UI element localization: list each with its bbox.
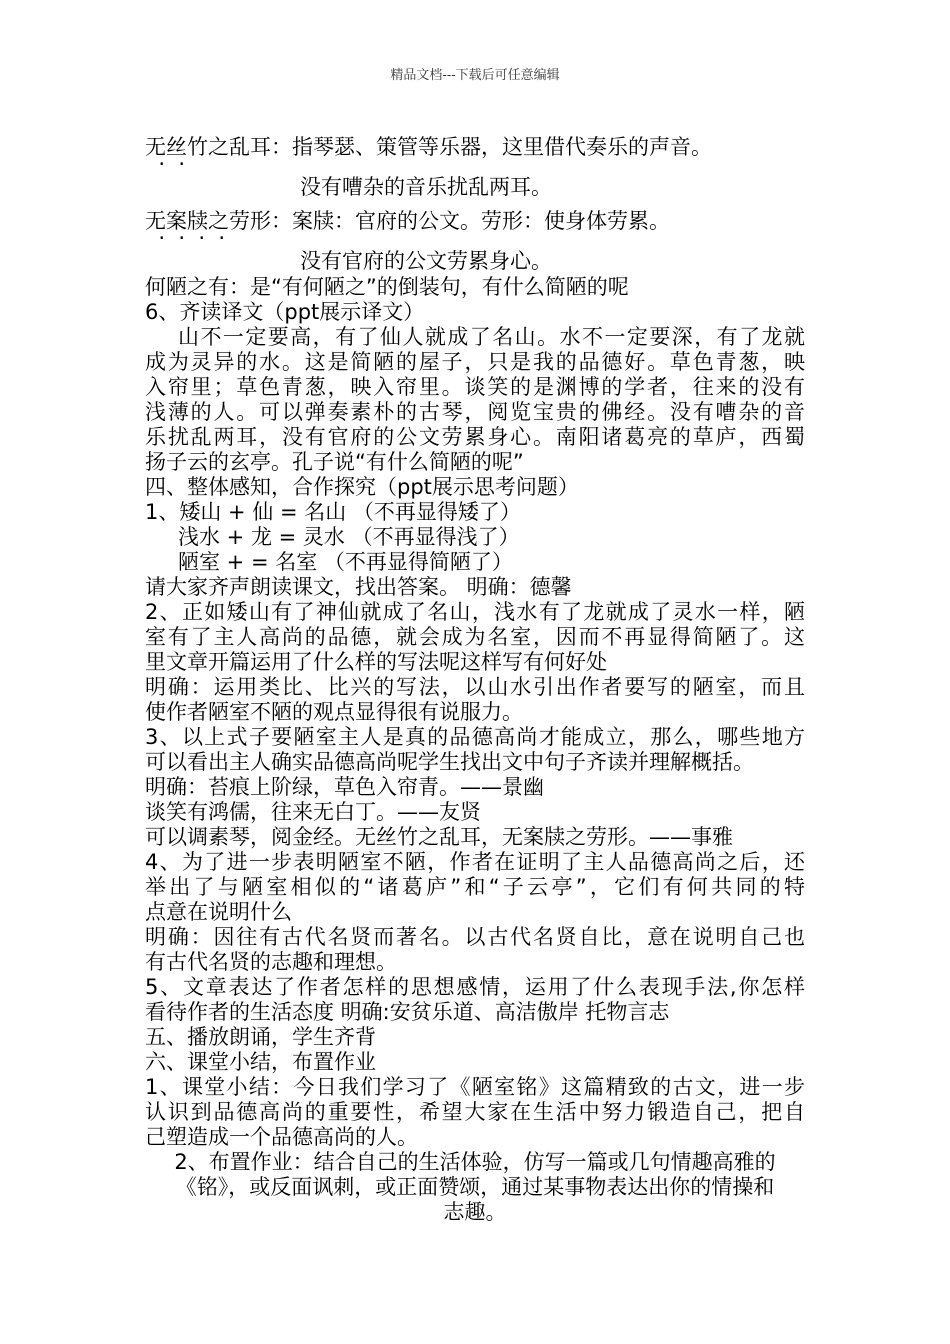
answer-line: 明确：苔痕上阶绿，草色入帘青。——景幽 [145,775,544,799]
text-line: 浅薄的人。可以弹奏素朴的古琴，阅览宝贵的佛经。没有嘈杂的音 [145,400,805,424]
text-line: 乐扰乱两耳，没有官府的公文劳累身心。南阳诸葛亮的草庐，西蜀 [145,425,805,449]
text-line: 何陋之有：是“有何陋之”的倒装句，有什么简陋的呢 [145,275,629,299]
text-line: 室有了主人高尚的品德，就会成为名室，因而不再显得简陋了。这 [145,625,805,649]
text-line: 1、课堂小结：今日我们学习了《陋室铭》这篇精致的古文，进一步 [145,1075,805,1099]
formula-line: 浅水 + 龙 = 灵水 （不再显得浅了） [178,525,520,549]
text-line: 志趣。 [443,1200,507,1224]
text-line: 点意在说明什么 [145,900,292,924]
text-line: 4、为了进一步表明陋室不陋，作者在证明了主人品德高尚之后，还 [145,850,805,874]
text-line: 里文章开篇运用了什么样的写法呢这样写有何好处 [145,650,607,674]
formula-line: 陋室 + = 名室 （不再显得简陋了） [178,550,513,574]
text-line: 扬子云的玄亭。孔子说“有什么简陋的呢” [145,450,524,474]
gloss-term-line: 无丝竹之乱耳：指琴瑟、策管等乐器，这里借代奏乐的声音。 [145,135,712,159]
answer-line: 有古代名贤的志趣和理想。 [145,950,397,974]
formula-line: 1、矮山 + 仙 = 名山 （不再显得矮了） [145,500,521,524]
answer-line: 使作者陋室不陋的观点显得很有说服力。 [145,700,523,724]
gloss-translation-line: 没有嘈杂的音乐扰乱两耳。 [300,175,552,199]
text-line: 己塑造成一个品德高尚的人。 [145,1125,418,1149]
section-heading: 五、播放朗诵，学生齐背 [145,1025,376,1049]
text-line: 请大家齐声朗读课文，找出答案。 明确：德馨 [145,575,572,599]
text-line: 《铭》，或反面讽刺，或正面赞颂，通过某事物表达出你的情操和 [175,1175,775,1199]
text-line: 山不一定要高，有了仙人就成了名山。水不一定要深，有了龙就 [178,325,805,349]
section-heading: 四、整体感知，合作探究（ppt展示思考问题） [145,475,579,499]
text-line: 5、文章表达了作者怎样的思想感情，运用了什么表现手法,你怎样 [145,975,805,999]
text-line: 入帘里；草色青葱，映入帘里。谈笑的是渊博的学者，往来的没有 [145,375,805,399]
answer-line: 谈笑有鸿儒，往来无白丁。——友贤 [145,800,481,824]
text-line: 看待作者的生活态度 明确:安贫乐道、高洁傲岸 托物言志 [145,1000,670,1024]
section-heading: 六、课堂小结，布置作业 [145,1050,376,1074]
answer-line: 可以调素琴，阅金经。无丝竹之乱耳，无案牍之劳形。——事雅 [145,825,733,849]
text-line: 2、布置作业：结合自己的生活体验，仿写一篇或几句情趣高雅的 [174,1150,776,1174]
section-heading: 6、齐读译文（ppt展示译文） [145,300,425,324]
emphasis-dots: · · · · [145,226,226,250]
gloss-translation-line: 没有官府的公文劳累身心。 [300,249,552,273]
gloss-term-line: 无案牍之劳形：案牍：官府的公文。劳形：使身体劳累。 [145,209,670,233]
page-header: 精品文档---下载后可任意编辑 [390,68,560,83]
answer-line: 明确：因往有古代名贤而著名。以古代名贤自比，意在说明自己也 [145,925,805,949]
text-line: 举出了与陋室相似的“诸葛庐”和“子云亭”，它们有何共同的特 [145,875,805,899]
text-line: 认识到品德高尚的重要性，希望大家在生活中努力锻造自己，把自 [145,1100,805,1124]
text-line: 2、正如矮山有了神仙就成了名山，浅水有了龙就成了灵水一样，陋 [145,600,805,624]
text-line: 成为灵异的水。这是简陋的屋子，只是我的品德好。草色青葱，映 [145,350,805,374]
text-line: 可以看出主人确实品德高尚呢学生找出文中句子齐读并理解概括。 [145,750,754,774]
answer-line: 明确：运用类比、比兴的写法，以山水引出作者要写的陋室，而且 [145,675,805,699]
emphasis-dots: · · [145,152,186,176]
text-line: 3、以上式子要陋室主人是真的品德高尚才能成立，那么，哪些地方 [145,725,805,749]
